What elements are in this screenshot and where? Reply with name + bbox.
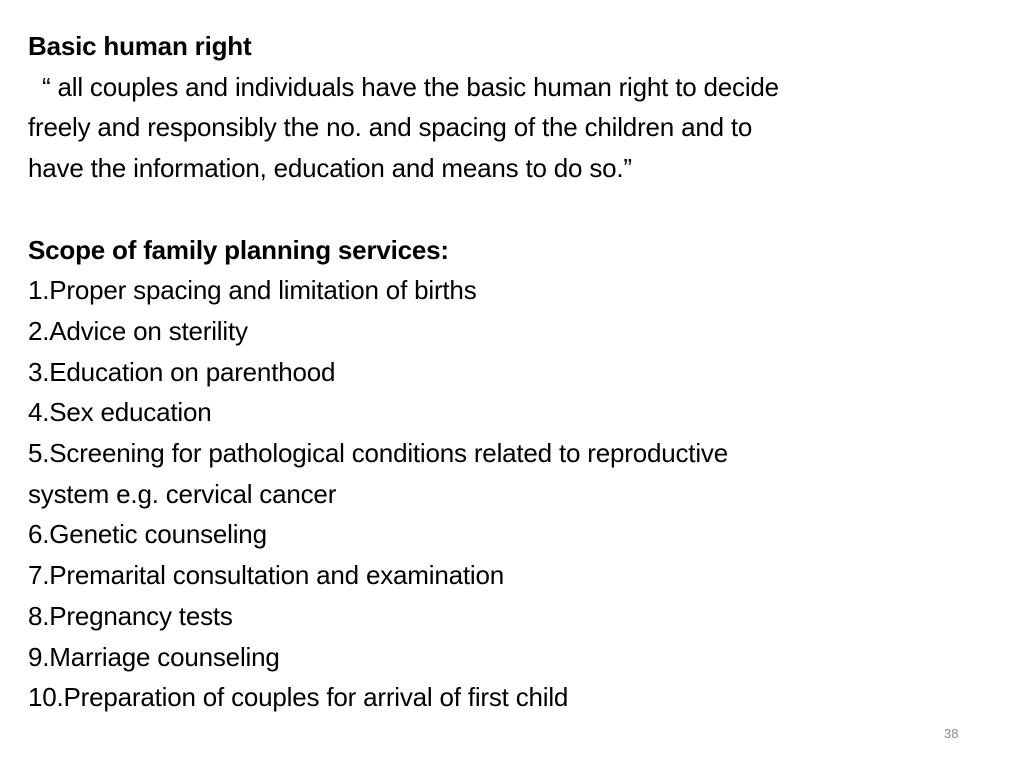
list-item-2: 2.Advice on sterility xyxy=(28,315,248,346)
list-item-6: 6.Genetic counseling xyxy=(28,519,267,550)
slide-number: 38 xyxy=(944,726,959,741)
list-item-8: 8.Pregnancy tests xyxy=(28,600,233,631)
quote-line-2: freely and responsibly the no. and spacing of the children and to xyxy=(28,112,753,143)
list-item-5-continued: system e.g. cervical cancer xyxy=(28,478,337,509)
quote-line-3: have the information, education and means to do so.” xyxy=(28,153,632,184)
spacer xyxy=(28,189,998,230)
basic-human-right-heading: Basic human right xyxy=(28,31,252,61)
scope-heading: Scope of family planning services: xyxy=(28,234,449,265)
list-item-10: 10.Preparation of couples for arrival of first child xyxy=(28,682,569,713)
list-item-1: 1.Proper spacing and limitation of births xyxy=(28,275,477,306)
list-item-9: 9.Marriage counseling xyxy=(28,641,280,672)
slide-content xyxy=(28,26,998,718)
quote-line-1: “ all couples and individuals have the basic human right to decide xyxy=(42,71,779,102)
list-item-4: 4.Sex education xyxy=(28,397,212,428)
list-item-5: 5.Screening for pathological conditions related to reproductive xyxy=(28,438,728,469)
list-item-3: 3.Education on parenthood xyxy=(28,356,336,387)
list-item-7: 7.Premarital consultation and examination xyxy=(28,560,504,591)
